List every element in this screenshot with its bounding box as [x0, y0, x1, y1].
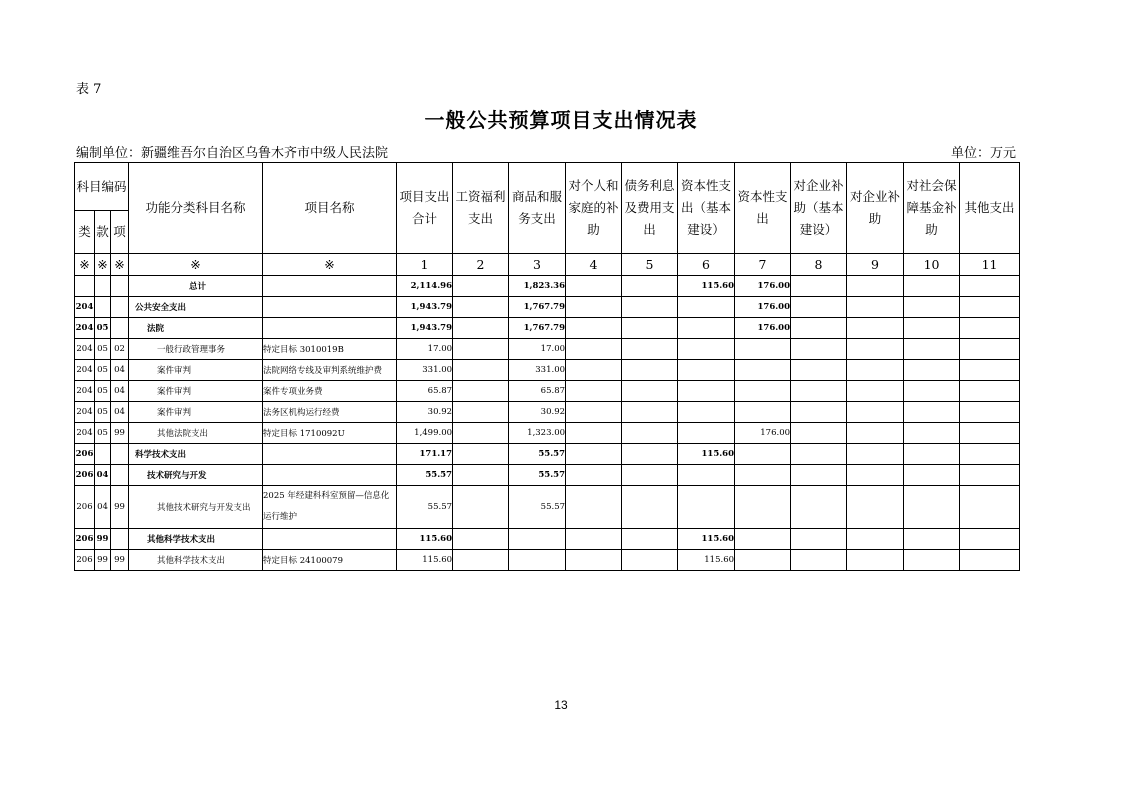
- cell-c7: 176.00: [735, 297, 791, 318]
- cell-xiang: [111, 444, 129, 465]
- table-row: [75, 423, 1020, 444]
- cell-proj: 特定目标 3010019B: [263, 339, 397, 360]
- cell-kuan: 05: [95, 402, 111, 423]
- cell-c11: [960, 529, 1020, 550]
- cell-c10: [904, 297, 960, 318]
- cell-c5: [622, 529, 678, 550]
- cell-lei: 204: [75, 339, 95, 360]
- cell-xiang: [111, 276, 129, 297]
- cell-c11: [960, 486, 1020, 529]
- cell-c7: [735, 444, 791, 465]
- cell-c4: [566, 360, 622, 381]
- compiling-unit: 编制单位：新疆维吾尔自治区乌鲁木齐市中级人民法院: [76, 146, 389, 161]
- cell-xiang: 99: [111, 550, 129, 571]
- cell-c5: [622, 402, 678, 423]
- index-number: 2: [453, 254, 509, 276]
- cell-lei: 204: [75, 360, 95, 381]
- table-row: [75, 339, 1020, 360]
- cell-xiang: 99: [111, 486, 129, 529]
- cell-c2: [453, 423, 509, 444]
- cell-c9: [847, 318, 904, 339]
- cell-c11: [960, 402, 1020, 423]
- cell-c3: 1,767.79: [509, 297, 566, 318]
- cell-c8: [791, 444, 847, 465]
- cell-c6: [678, 402, 735, 423]
- cell-c10: [904, 318, 960, 339]
- header-col-5: 债务利息及费用支出: [622, 163, 678, 254]
- header-col-1: 项目支出合计: [397, 163, 453, 254]
- cell-c2: [453, 318, 509, 339]
- cell-c9: [847, 486, 904, 529]
- cell-c5: [622, 276, 678, 297]
- cell-lei: 204: [75, 381, 95, 402]
- header-col-6: 资本性支出（基本建设）: [678, 163, 735, 254]
- table-row: [75, 297, 1020, 318]
- cell-c1: 331.00: [397, 360, 453, 381]
- header-col-10: 对社会保障基金补助: [904, 163, 960, 254]
- table-row: [75, 550, 1020, 571]
- header-xiang: 项: [111, 211, 129, 254]
- cell-c10: [904, 402, 960, 423]
- cell-c9: [847, 276, 904, 297]
- cell-c3: 1,767.79: [509, 318, 566, 339]
- cell-lei: 206: [75, 486, 95, 529]
- cell-c7: [735, 550, 791, 571]
- cell-func: 科学技术支出: [129, 444, 263, 465]
- cell-c9: [847, 444, 904, 465]
- cell-c1: 1,943.79: [397, 297, 453, 318]
- cell-func: 总计: [129, 276, 263, 297]
- cell-c11: [960, 339, 1020, 360]
- cell-func: 技术研究与开发: [129, 465, 263, 486]
- cell-c1: 30.92: [397, 402, 453, 423]
- cell-c4: [566, 550, 622, 571]
- cell-lei: 206: [75, 529, 95, 550]
- cell-c6: 115.60: [678, 550, 735, 571]
- index-number: 8: [791, 254, 847, 276]
- cell-lei: 204: [75, 318, 95, 339]
- cell-lei: 206: [75, 444, 95, 465]
- header-col-9: 对企业补助: [847, 163, 904, 254]
- header-subject-code: 科目编码: [75, 163, 129, 211]
- cell-c3: 65.87: [509, 381, 566, 402]
- budget-table: [74, 162, 1020, 571]
- cell-c6: 115.60: [678, 529, 735, 550]
- cell-c7: [735, 529, 791, 550]
- cell-c9: [847, 465, 904, 486]
- cell-proj: 法院网络专线及审判系统维护费: [263, 360, 397, 381]
- cell-func: 案件审判: [129, 402, 263, 423]
- cell-c3: 1,823.36: [509, 276, 566, 297]
- table-row: [75, 444, 1020, 465]
- cell-c3: 1,323.00: [509, 423, 566, 444]
- cell-kuan: 99: [95, 550, 111, 571]
- cell-kuan: 05: [95, 381, 111, 402]
- cell-c4: [566, 339, 622, 360]
- cell-c5: [622, 465, 678, 486]
- cell-kuan: [95, 444, 111, 465]
- cell-c9: [847, 297, 904, 318]
- cell-proj: 案件专项业务费: [263, 381, 397, 402]
- cell-kuan: 04: [95, 465, 111, 486]
- cell-c3: 331.00: [509, 360, 566, 381]
- cell-c9: [847, 529, 904, 550]
- cell-kuan: 99: [95, 529, 111, 550]
- cell-c1: 55.57: [397, 465, 453, 486]
- cell-proj: 特定目标 1710092U: [263, 423, 397, 444]
- cell-c2: [453, 465, 509, 486]
- cell-func: 案件审判: [129, 360, 263, 381]
- header-function-name: 功能分类科目名称: [129, 163, 263, 254]
- cell-c10: [904, 550, 960, 571]
- cell-c4: [566, 297, 622, 318]
- table-number: 表 7: [76, 82, 102, 97]
- cell-c10: [904, 465, 960, 486]
- cell-c1: 115.60: [397, 529, 453, 550]
- cell-lei: 204: [75, 297, 95, 318]
- cell-c2: [453, 381, 509, 402]
- cell-c8: [791, 465, 847, 486]
- cell-c11: [960, 360, 1020, 381]
- table-row: [75, 381, 1020, 402]
- cell-proj: [263, 318, 397, 339]
- cell-c2: [453, 444, 509, 465]
- cell-xiang: 04: [111, 381, 129, 402]
- cell-c4: [566, 402, 622, 423]
- cell-c8: [791, 402, 847, 423]
- table-row: [75, 318, 1020, 339]
- cell-c10: [904, 486, 960, 529]
- cell-kuan: 05: [95, 423, 111, 444]
- cell-c1: 1,499.00: [397, 423, 453, 444]
- cell-kuan: 05: [95, 339, 111, 360]
- cell-c6: [678, 465, 735, 486]
- cell-c11: [960, 465, 1020, 486]
- cell-func: 案件审判: [129, 381, 263, 402]
- cell-c4: [566, 444, 622, 465]
- cell-func: 其他科学技术支出: [129, 529, 263, 550]
- header-col-3: 商品和服务支出: [509, 163, 566, 254]
- cell-c1: 17.00: [397, 339, 453, 360]
- header-col-11: 其他支出: [960, 163, 1020, 254]
- cell-c7: [735, 381, 791, 402]
- cell-c4: [566, 486, 622, 529]
- cell-c5: [622, 339, 678, 360]
- cell-c10: [904, 529, 960, 550]
- cell-c2: [453, 550, 509, 571]
- cell-kuan: [95, 276, 111, 297]
- cell-xiang: 04: [111, 360, 129, 381]
- cell-c4: [566, 276, 622, 297]
- cell-c3: 55.57: [509, 465, 566, 486]
- cell-c2: [453, 360, 509, 381]
- cell-c8: [791, 339, 847, 360]
- index-number: 10: [904, 254, 960, 276]
- cell-c11: [960, 423, 1020, 444]
- header-col-7: 资本性支出: [735, 163, 791, 254]
- cell-c11: [960, 550, 1020, 571]
- cell-c11: [960, 297, 1020, 318]
- cell-c3: 30.92: [509, 402, 566, 423]
- cell-c1: 65.87: [397, 381, 453, 402]
- cell-c3: 55.57: [509, 486, 566, 529]
- cell-c4: [566, 381, 622, 402]
- cell-c9: [847, 339, 904, 360]
- cell-c6: [678, 360, 735, 381]
- cell-lei: 204: [75, 423, 95, 444]
- cell-c11: [960, 381, 1020, 402]
- cell-proj: 特定目标 24100079: [263, 550, 397, 571]
- cell-c7: [735, 360, 791, 381]
- cell-c8: [791, 276, 847, 297]
- cell-c6: [678, 486, 735, 529]
- cell-lei: 206: [75, 465, 95, 486]
- cell-c7: [735, 402, 791, 423]
- cell-c2: [453, 297, 509, 318]
- cell-c11: [960, 444, 1020, 465]
- cell-xiang: 02: [111, 339, 129, 360]
- cell-c5: [622, 360, 678, 381]
- cell-c6: 115.60: [678, 444, 735, 465]
- cell-func: 其他科学技术支出: [129, 550, 263, 571]
- index-mark: ※: [263, 254, 397, 276]
- cell-c10: [904, 444, 960, 465]
- cell-c6: 115.60: [678, 276, 735, 297]
- cell-xiang: 99: [111, 423, 129, 444]
- cell-c4: [566, 318, 622, 339]
- cell-c10: [904, 339, 960, 360]
- cell-kuan: 05: [95, 318, 111, 339]
- cell-c3: 55.57: [509, 444, 566, 465]
- cell-proj: [263, 465, 397, 486]
- table-row: [75, 465, 1020, 486]
- cell-func: 公共安全支出: [129, 297, 263, 318]
- cell-func: 法院: [129, 318, 263, 339]
- cell-c5: [622, 486, 678, 529]
- cell-c9: [847, 550, 904, 571]
- cell-c6: [678, 423, 735, 444]
- cell-c8: [791, 381, 847, 402]
- table-row: [75, 276, 1020, 297]
- cell-c5: [622, 318, 678, 339]
- cell-xiang: [111, 465, 129, 486]
- cell-xiang: [111, 297, 129, 318]
- cell-c7: [735, 486, 791, 529]
- cell-c8: [791, 360, 847, 381]
- cell-c8: [791, 318, 847, 339]
- cell-c6: [678, 381, 735, 402]
- cell-lei: 206: [75, 550, 95, 571]
- cell-func: 其他技术研究与开发支出: [129, 486, 263, 529]
- cell-c9: [847, 423, 904, 444]
- table-body: [75, 276, 1020, 571]
- index-number: 7: [735, 254, 791, 276]
- table-row: [75, 486, 1020, 529]
- cell-c9: [847, 381, 904, 402]
- cell-c2: [453, 486, 509, 529]
- cell-c4: [566, 529, 622, 550]
- header-lei: 类: [75, 211, 95, 254]
- header-col-4: 对个人和家庭的补助: [566, 163, 622, 254]
- cell-c1: 171.17: [397, 444, 453, 465]
- cell-proj: 2025 年经建科科室预留—信息化运行维护: [263, 486, 397, 529]
- index-mark: ※: [111, 254, 129, 276]
- cell-c9: [847, 402, 904, 423]
- cell-xiang: 04: [111, 402, 129, 423]
- index-number: 1: [397, 254, 453, 276]
- page-number: 13: [554, 698, 568, 712]
- cell-c10: [904, 360, 960, 381]
- cell-c2: [453, 339, 509, 360]
- header-col-2: 工资福利支出: [453, 163, 509, 254]
- cell-func: 一般行政管理事务: [129, 339, 263, 360]
- cell-kuan: 04: [95, 486, 111, 529]
- index-mark: ※: [95, 254, 111, 276]
- index-number: 9: [847, 254, 904, 276]
- cell-c4: [566, 465, 622, 486]
- index-mark: ※: [129, 254, 263, 276]
- cell-func: 其他法院支出: [129, 423, 263, 444]
- cell-proj: [263, 529, 397, 550]
- cell-xiang: [111, 318, 129, 339]
- header-col-8: 对企业补助（基本建设）: [791, 163, 847, 254]
- table-row: [75, 529, 1020, 550]
- cell-c7: [735, 465, 791, 486]
- cell-lei: [75, 276, 95, 297]
- header-project-name: 项目名称: [263, 163, 397, 254]
- cell-c1: 1,943.79: [397, 318, 453, 339]
- cell-c5: [622, 550, 678, 571]
- cell-c9: [847, 360, 904, 381]
- cell-c8: [791, 550, 847, 571]
- cell-proj: [263, 444, 397, 465]
- cell-c7: [735, 339, 791, 360]
- page-title: 一般公共预算项目支出情况表: [424, 108, 698, 132]
- cell-c1: 55.57: [397, 486, 453, 529]
- index-number: 6: [678, 254, 735, 276]
- cell-proj: [263, 276, 397, 297]
- cell-c8: [791, 423, 847, 444]
- cell-c10: [904, 381, 960, 402]
- cell-c7: 176.00: [735, 318, 791, 339]
- header-kuan: 款: [95, 211, 111, 254]
- cell-c8: [791, 529, 847, 550]
- cell-c3: [509, 529, 566, 550]
- cell-c5: [622, 297, 678, 318]
- cell-c8: [791, 297, 847, 318]
- cell-proj: [263, 297, 397, 318]
- cell-c11: [960, 318, 1020, 339]
- index-number: 11: [960, 254, 1020, 276]
- cell-c6: [678, 318, 735, 339]
- cell-c10: [904, 276, 960, 297]
- cell-c7: 176.00: [735, 423, 791, 444]
- cell-c3: 17.00: [509, 339, 566, 360]
- currency-unit: 单位：万元: [950, 146, 1016, 161]
- table-row: [75, 402, 1020, 423]
- cell-c5: [622, 444, 678, 465]
- cell-c8: [791, 486, 847, 529]
- cell-c2: [453, 402, 509, 423]
- cell-c10: [904, 423, 960, 444]
- cell-xiang: [111, 529, 129, 550]
- index-number: 4: [566, 254, 622, 276]
- cell-c6: [678, 297, 735, 318]
- cell-c2: [453, 276, 509, 297]
- cell-c7: 176.00: [735, 276, 791, 297]
- cell-kuan: [95, 297, 111, 318]
- cell-c4: [566, 423, 622, 444]
- index-number: 5: [622, 254, 678, 276]
- index-mark: ※: [75, 254, 95, 276]
- cell-c5: [622, 423, 678, 444]
- cell-lei: 204: [75, 402, 95, 423]
- cell-c1: 2,114.96: [397, 276, 453, 297]
- cell-proj: 法务区机构运行经费: [263, 402, 397, 423]
- index-number: 3: [509, 254, 566, 276]
- cell-c2: [453, 529, 509, 550]
- cell-c5: [622, 381, 678, 402]
- cell-c1: 115.60: [397, 550, 453, 571]
- cell-kuan: 05: [95, 360, 111, 381]
- cell-c6: [678, 339, 735, 360]
- table-row: [75, 360, 1020, 381]
- cell-c3: [509, 550, 566, 571]
- cell-c11: [960, 276, 1020, 297]
